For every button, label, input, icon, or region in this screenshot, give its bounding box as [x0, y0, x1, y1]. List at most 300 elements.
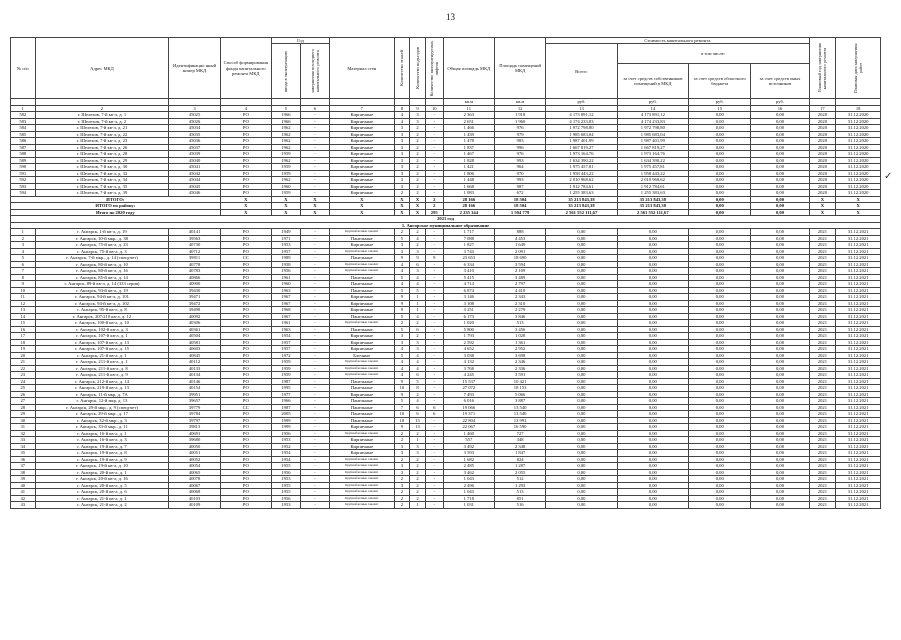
table-cell: 1 293 — [494, 482, 545, 489]
table-cell: РО — [220, 391, 271, 398]
table-cell: 0,00 — [617, 242, 688, 249]
table-cell: 557 — [443, 437, 494, 444]
table-cell: 0,00 — [689, 346, 751, 353]
table-cell: РО — [220, 456, 271, 463]
address-cell: г. Шелехов, 7-й кв-л, д. 34 — [35, 177, 169, 184]
table-cell: - — [425, 372, 443, 379]
table-cell: 1962 — [271, 144, 300, 151]
table-cell: 0,00 — [689, 274, 751, 281]
total-cell: X — [220, 196, 271, 203]
table-cell: РО — [220, 333, 271, 340]
table-cell: 39657 — [169, 398, 220, 405]
table-cell: 3 — [394, 177, 410, 184]
table-cell: 1 975 457,81 — [617, 164, 688, 171]
table-cell: 2 — [410, 333, 426, 340]
table-cell: 4 — [394, 359, 410, 366]
address-cell: г. Ангарск, 95-й кв-л, д. 8 — [35, 307, 169, 314]
table-cell: 1 255 383,63 — [617, 190, 688, 197]
table-cell: 2021 — [809, 411, 836, 418]
table-cell: 2020 — [809, 170, 836, 177]
table-cell: 2 — [394, 502, 410, 509]
table-cell: Кирпичные — [329, 450, 394, 457]
table-cell: Панельные — [329, 287, 394, 294]
total-cell: X — [410, 203, 426, 210]
table-cell: 13 540 — [494, 404, 545, 411]
table-cell: 1954 — [271, 333, 300, 340]
table-cell: 10 — [11, 287, 36, 294]
table-cell: 0,00 — [751, 469, 809, 476]
total-cell: X — [836, 209, 881, 216]
table-cell: 0,00 — [546, 482, 617, 489]
table-cell: 4 174 233,83 — [546, 118, 617, 125]
header-address: Адрес МКД — [35, 38, 169, 99]
table-cell: РО — [220, 372, 271, 379]
table-cell: 0,00 — [617, 372, 688, 379]
table-cell: 3 — [11, 242, 36, 249]
table-cell: РО — [220, 313, 271, 320]
table-cell: 0,00 — [689, 229, 751, 236]
table-cell: - — [425, 495, 443, 502]
table-cell: 2 — [394, 190, 410, 197]
table-cell: 34 — [11, 443, 36, 450]
total-cell: 2 — [425, 196, 443, 203]
table-cell: 2020 — [809, 157, 836, 164]
table-cell: РО — [220, 385, 271, 392]
table-cell: 2 — [410, 190, 426, 197]
address-cell: г. Ангарск, 107-й кв-л, д. 15 — [35, 346, 169, 353]
table-cell: 22 — [11, 365, 36, 372]
table-cell: 0,00 — [546, 430, 617, 437]
table-cell: 2 — [394, 456, 410, 463]
table-cell: - — [300, 346, 329, 353]
table-cell: 3 — [410, 112, 426, 119]
table-cell: 0,00 — [546, 411, 617, 418]
table-cell: Крупноблочные сакалит — [329, 320, 394, 327]
table-cell: 31.12.2021 — [836, 268, 881, 275]
table-cell: - — [425, 430, 443, 437]
header-year-group: Год — [271, 38, 329, 44]
table-cell: 16 590 — [494, 424, 545, 431]
table-cell: 31.12.2020 — [836, 177, 881, 184]
table-cell: 45041 — [169, 164, 220, 171]
address-cell: г. Ангарск, 219-й кв-л, д. 13 — [35, 385, 169, 392]
table-cell: 4 — [11, 248, 36, 255]
column-number: 13 — [546, 105, 617, 111]
table-cell: 2 — [410, 476, 426, 483]
table-cell: - — [300, 489, 329, 496]
table-cell: 993 — [494, 177, 545, 184]
table-cell: 2021 — [809, 489, 836, 496]
table-cell: 2021 — [809, 326, 836, 333]
address-cell: г. Ангарск, 89-й кв-л, д. 14 (333 серия) — [35, 281, 169, 288]
unit-cell: руб. — [751, 99, 809, 105]
table-cell: 0,00 — [546, 326, 617, 333]
table-cell: 2 010 968,62 — [617, 177, 688, 184]
table-cell: Кирпичные — [329, 294, 394, 301]
table-cell: 1949 — [271, 229, 300, 236]
table-cell: 2021 — [809, 359, 836, 366]
table-cell: 40078 — [169, 476, 220, 483]
table-cell: 0,00 — [689, 372, 751, 379]
table-cell: 4 — [394, 372, 410, 379]
table-cell: 1 793 — [443, 333, 494, 340]
table-cell: - — [425, 450, 443, 457]
table-cell: 1 806 — [443, 170, 494, 177]
table-cell: 0,00 — [751, 294, 809, 301]
table-cell: 1 987 401,99 — [546, 138, 617, 145]
table-cell: 28 — [11, 404, 36, 411]
table-cell: 1 043 — [443, 489, 494, 496]
unit-cell: руб. — [546, 99, 617, 105]
table-cell: 2021 — [809, 372, 836, 379]
table-cell: 1 083 — [443, 190, 494, 197]
table-cell: 0,00 — [689, 489, 751, 496]
address-cell: г. Ангарск, 80-й кв-л, д. 16 — [35, 268, 169, 275]
table-cell: 31.12.2021 — [836, 365, 881, 372]
table-cell: - — [300, 495, 329, 502]
table-cell: 3 — [394, 248, 410, 255]
table-cell: - — [300, 268, 329, 275]
total-cell: 1 504 779 — [494, 209, 545, 216]
table-cell: 31.12.2021 — [836, 398, 881, 405]
table-cell: 2 336 — [494, 365, 545, 372]
column-number: 8 — [394, 105, 410, 111]
table-cell: 3 489 — [494, 274, 545, 281]
table-cell: 2 — [410, 170, 426, 177]
table-cell: 0,00 — [689, 268, 751, 275]
table-cell: 3 — [410, 450, 426, 457]
table-cell: РО — [220, 469, 271, 476]
table-cell: РО — [220, 411, 271, 418]
unit-cell: кв.м — [443, 99, 494, 105]
table-cell: 4 410 — [494, 287, 545, 294]
table-cell: РО — [220, 430, 271, 437]
table-cell: - — [425, 229, 443, 236]
table-cell: 583 — [11, 118, 36, 125]
table-cell: 2 — [410, 157, 426, 164]
table-cell: 2 — [410, 138, 426, 145]
table-cell: 0,00 — [546, 274, 617, 281]
table-cell: 31.12.2021 — [836, 417, 881, 424]
table-cell: - — [425, 248, 443, 255]
table-cell: - — [425, 417, 443, 424]
table-cell: 0,00 — [751, 391, 809, 398]
table-cell: 31.12.2020 — [836, 183, 881, 190]
table-cell: 0,00 — [546, 307, 617, 314]
address-cell: г. Ангарск, 19-й кв-л, д. 8 — [35, 450, 169, 457]
table-cell: 21 — [11, 359, 36, 366]
table-cell: 0,00 — [689, 502, 751, 509]
table-cell: 0,00 — [689, 131, 751, 138]
table-cell: 2020 — [809, 125, 836, 132]
table-cell: 2 310 — [494, 300, 545, 307]
table-cell: 1 460 — [443, 430, 494, 437]
table-cell: 5 066 — [494, 391, 545, 398]
table-cell: 0,00 — [751, 138, 809, 145]
table-cell: 37 — [11, 463, 36, 470]
table-cell: 0,00 — [751, 164, 809, 171]
table-cell: - — [425, 320, 443, 327]
table-cell: - — [425, 138, 443, 145]
table-cell: 4 — [410, 235, 426, 242]
table-cell: 31.12.2021 — [836, 255, 881, 262]
table-cell: 0,00 — [546, 476, 617, 483]
table-cell: Крупноблочные сакалит — [329, 482, 394, 489]
table-cell: 3 — [394, 482, 410, 489]
table-cell: 0,00 — [751, 385, 809, 392]
table-cell: 0,00 — [689, 235, 751, 242]
table-cell: 4 245 — [443, 372, 494, 379]
table-cell: 0,00 — [751, 326, 809, 333]
column-number: 12 — [494, 105, 545, 111]
table-cell: 2 — [410, 151, 426, 158]
table-cell: 0,00 — [617, 261, 688, 268]
table-cell: РО — [220, 502, 271, 509]
table-cell: - — [425, 268, 443, 275]
table-cell: 9 — [394, 424, 410, 431]
table-cell: 1 912 784,61 — [546, 183, 617, 190]
header-room-area: Площадь помещений МКД — [494, 38, 545, 99]
table-cell: Кирпичные — [329, 333, 394, 340]
table-cell: РО — [220, 489, 271, 496]
table-cell: 30 — [11, 417, 36, 424]
table-cell: 0,00 — [689, 378, 751, 385]
table-cell: - — [425, 443, 443, 450]
column-number: 6 — [300, 105, 329, 111]
table-cell: 43 — [11, 502, 36, 509]
table-cell: 0,00 — [689, 255, 751, 262]
table-cell: - — [300, 443, 329, 450]
table-cell: 0,00 — [751, 307, 809, 314]
table-cell: 0,00 — [751, 125, 809, 132]
table-cell: 5 800 — [443, 326, 494, 333]
table-cell: 2021 — [809, 430, 836, 437]
table-cell: 0,00 — [546, 359, 617, 366]
table-cell: Панельные — [329, 281, 394, 288]
table-cell: 3 — [394, 144, 410, 151]
table-cell: - — [425, 190, 443, 197]
table-cell: 6 874 — [443, 287, 494, 294]
table-cell: 2 485 — [443, 463, 494, 470]
table-cell: 40783 — [169, 268, 220, 275]
table-cell: 40 — [11, 482, 36, 489]
table-cell: 2021 — [809, 281, 836, 288]
table-cell: 23 653 — [443, 255, 494, 262]
table-cell: 1 985 683,04 — [546, 131, 617, 138]
table-cell: 45044 — [169, 177, 220, 184]
table-cell: 0,00 — [689, 294, 751, 301]
table-cell: - — [300, 339, 329, 346]
table-cell: 0,00 — [617, 352, 688, 359]
table-cell: 31.12.2020 — [836, 157, 881, 164]
table-cell: 2 109 — [494, 268, 545, 275]
table-cell: 31.12.2021 — [836, 411, 881, 418]
table-cell: 0,00 — [689, 404, 751, 411]
table-cell: 29 — [11, 411, 36, 418]
table-cell: 0,00 — [689, 242, 751, 249]
table-cell: 3 — [410, 443, 426, 450]
table-cell: - — [300, 430, 329, 437]
table-cell: 0,00 — [751, 268, 809, 275]
table-cell: - — [425, 144, 443, 151]
table-cell: 39 — [11, 476, 36, 483]
table-cell: - — [425, 352, 443, 359]
table-cell: 8 — [410, 385, 426, 392]
table-cell: 31.12.2021 — [836, 437, 881, 444]
table-cell: 976 — [494, 151, 545, 158]
header-total-area: Общая площадь МКД — [443, 38, 494, 99]
table-cell: 0,00 — [617, 333, 688, 340]
table-cell: РО — [220, 482, 271, 489]
table-cell: 0,00 — [689, 190, 751, 197]
address-cell: г. Ангарск, 21-й кв-л, д. 1 — [35, 352, 169, 359]
table-cell: РО — [220, 229, 271, 236]
table-cell: - — [425, 177, 443, 184]
table-cell: 2021 — [809, 274, 836, 281]
table-cell: - — [300, 456, 329, 463]
table-cell: 0,00 — [751, 411, 809, 418]
table-cell: 31.12.2021 — [836, 424, 881, 431]
table-cell: 2021 — [809, 417, 836, 424]
table-cell: 2021 — [809, 248, 836, 255]
table-cell: 0,00 — [751, 274, 809, 281]
capital-repair-table — [10, 37, 881, 509]
table-cell: - — [300, 125, 329, 132]
table-cell: 587 — [11, 144, 36, 151]
table-cell: 1962 — [271, 177, 300, 184]
table-cell: 0,00 — [689, 469, 751, 476]
address-cell: г. Ангарск, 102-й кв-л, д. 3 — [35, 326, 169, 333]
total-cell: 295 — [425, 209, 443, 216]
table-cell: 7 — [394, 404, 410, 411]
table-cell: 0,00 — [689, 326, 751, 333]
total-cell: 2 235 344 — [443, 209, 494, 216]
table-cell: 13 540 — [494, 411, 545, 418]
table-cell: - — [425, 151, 443, 158]
table-cell: 1 — [11, 229, 36, 236]
table-cell: 0,00 — [689, 320, 751, 327]
table-cell: 4 — [394, 112, 410, 119]
table-cell: 0,00 — [689, 359, 751, 366]
table-cell: РО — [220, 346, 271, 353]
table-cell: 1977 — [271, 391, 300, 398]
check-mark: ✓ — [884, 171, 893, 182]
table-cell: Кирпичные — [329, 131, 394, 138]
table-cell: 1955 — [271, 463, 300, 470]
table-cell: 0,00 — [751, 372, 809, 379]
table-cell: - — [300, 229, 329, 236]
table-cell: 31.12.2021 — [836, 372, 881, 379]
table-cell: РО — [220, 287, 271, 294]
table-cell: 0,00 — [617, 274, 688, 281]
table-cell: 0,00 — [546, 365, 617, 372]
table-cell: 39784 — [169, 411, 220, 418]
address-cell: г. Ангарск, 20-й кв-л, д. 1 — [35, 469, 169, 476]
address-cell: г. Ангарск, 20-й кв-л, д. 5 — [35, 482, 169, 489]
address-cell: г. Шелехов, 7-й кв-л, д. 29 — [35, 157, 169, 164]
address-cell: г. Ангарск, 107-й кв-л, д. 13 — [35, 339, 169, 346]
table-cell: 5 415 — [443, 274, 494, 281]
table-cell: 40845 — [169, 352, 220, 359]
table-cell: 996 — [494, 144, 545, 151]
table-cell: 4 — [410, 365, 426, 372]
table-cell: 1 — [410, 437, 426, 444]
table-cell: 6 — [11, 261, 36, 268]
table-cell: 0,00 — [689, 281, 751, 288]
table-cell: - — [425, 346, 443, 353]
table-cell: 0,00 — [617, 378, 688, 385]
table-cell: - — [300, 352, 329, 359]
table-cell: 0,00 — [751, 378, 809, 385]
table-cell: 2 010 968,62 — [546, 177, 617, 184]
table-cell: 4 — [394, 346, 410, 353]
table-cell: 31.12.2020 — [836, 125, 881, 132]
table-cell: 11 — [11, 294, 36, 301]
table-cell: 31.12.2021 — [836, 281, 881, 288]
table-cell: 40504 — [169, 333, 220, 340]
table-cell: 1957 — [271, 339, 300, 346]
table-cell: - — [425, 242, 443, 249]
table-cell: 2 797 — [494, 281, 545, 288]
table-cell: 10 — [394, 411, 410, 418]
table-cell: 1 718 — [443, 495, 494, 502]
table-cell: 2 279 — [494, 307, 545, 314]
table-cell: - — [300, 157, 329, 164]
table-cell: 1 958 443,22 — [546, 170, 617, 177]
table-cell: Панельные — [329, 255, 394, 262]
table-cell: 0,00 — [689, 157, 751, 164]
table-cell: 45045 — [169, 183, 220, 190]
table-cell: 40712 — [169, 248, 220, 255]
table-cell: 0,00 — [617, 398, 688, 405]
table-cell: 31.12.2021 — [836, 489, 881, 496]
table-cell: Крупноблочные сакалит — [329, 229, 394, 236]
table-cell: РО — [220, 365, 271, 372]
table-cell: 0,00 — [689, 417, 751, 424]
table-cell: 1967 — [271, 313, 300, 320]
table-cell: 8 — [11, 274, 36, 281]
table-cell: 0,00 — [689, 482, 751, 489]
table-cell: 851 — [494, 495, 545, 502]
table-cell: 3 — [394, 339, 410, 346]
table-cell: 987 — [494, 183, 545, 190]
table-cell: 1999 — [271, 417, 300, 424]
table-cell: 2 — [11, 235, 36, 242]
table-cell: 10 — [394, 417, 410, 424]
table-cell: 1953 — [271, 502, 300, 509]
table-cell: - — [425, 365, 443, 372]
table-cell: - — [300, 398, 329, 405]
table-cell: 3 251 — [443, 307, 494, 314]
table-cell: 4 453 — [494, 235, 545, 242]
table-cell: 9 — [394, 300, 410, 307]
table-cell: 6 173 — [443, 313, 494, 320]
table-cell: 1 634 390,22 — [617, 157, 688, 164]
table-cell: 39471 — [169, 294, 220, 301]
table-cell: 40065 — [169, 469, 220, 476]
table-cell: 0,00 — [546, 320, 617, 327]
table-cell: 1 667 819,27 — [617, 144, 688, 151]
table-cell: Кирпичные — [329, 125, 394, 132]
address-cell: г. Ангарск, 19-й кв-л, д. 7 — [35, 443, 169, 450]
table-cell: 3 — [394, 443, 410, 450]
table-cell: 39779 — [169, 404, 220, 411]
table-cell: - — [300, 261, 329, 268]
table-cell: РО — [220, 463, 271, 470]
table-cell: 2 — [410, 144, 426, 151]
table-cell: РО — [220, 300, 271, 307]
table-cell: 2021 — [809, 482, 836, 489]
